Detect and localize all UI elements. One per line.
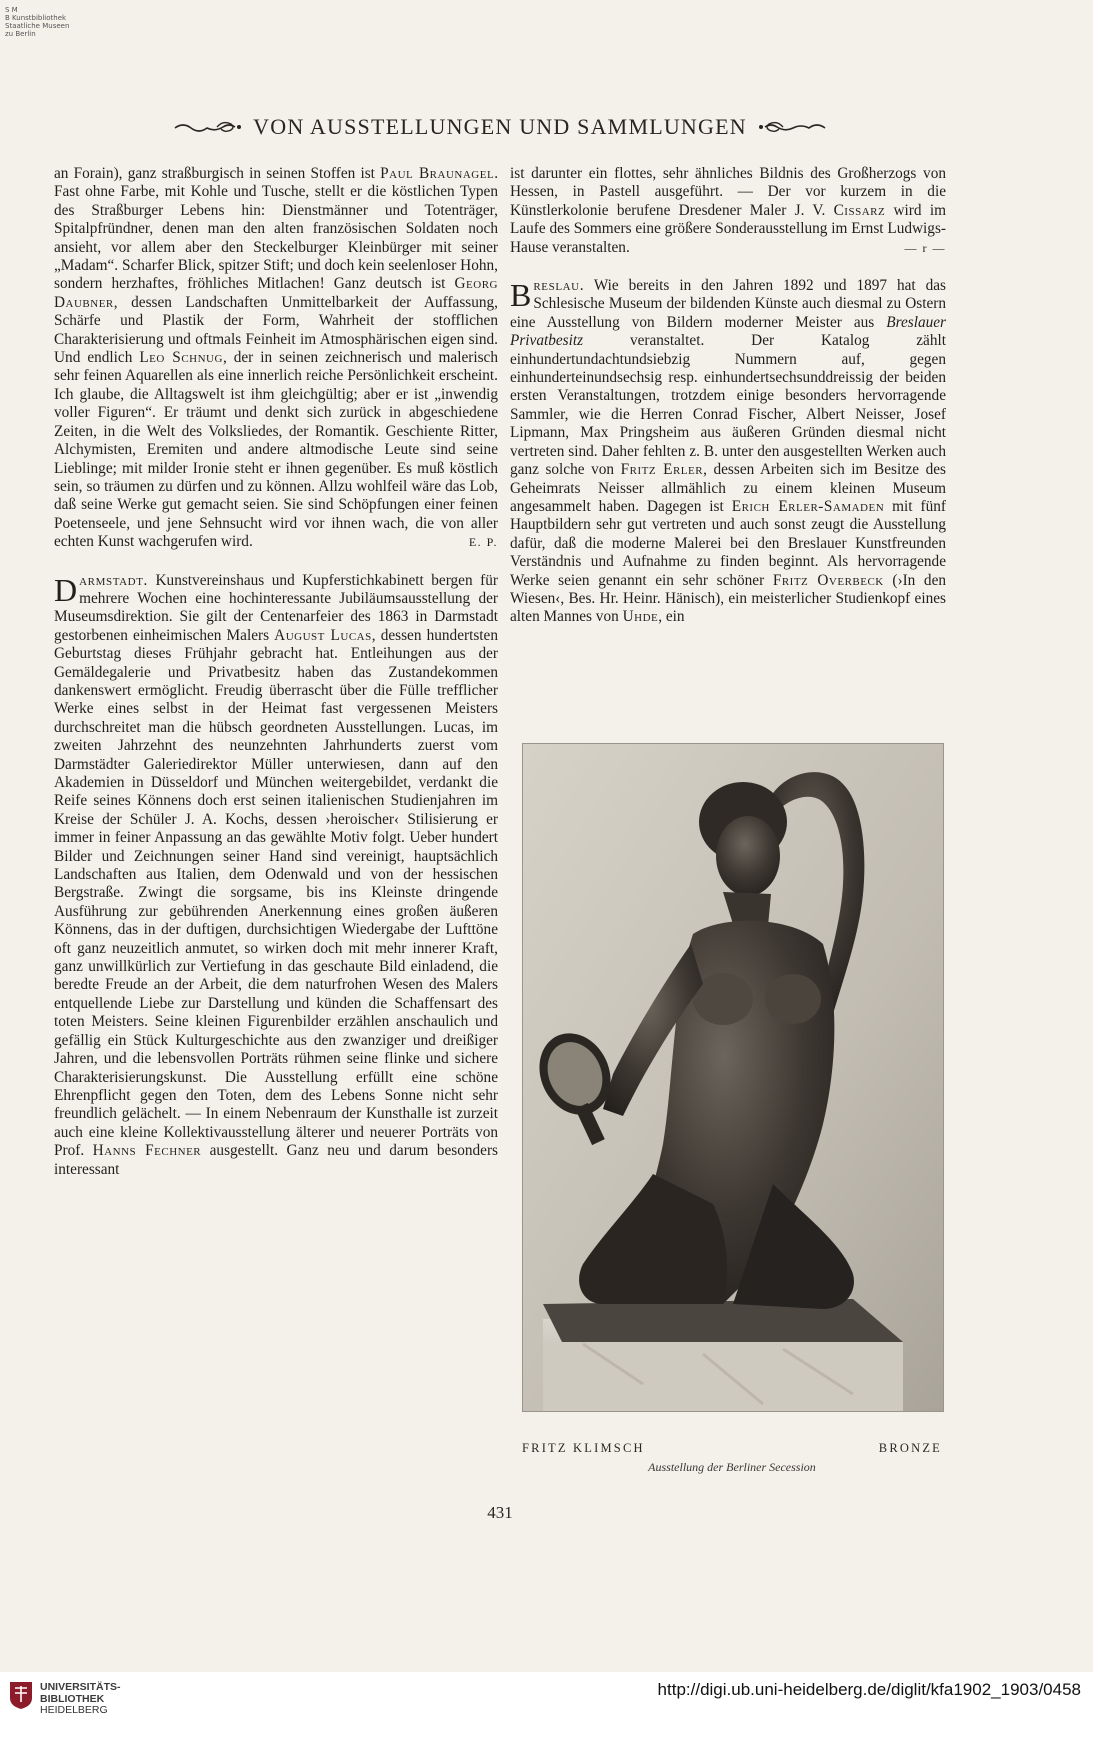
- right-ornament-icon: [757, 118, 827, 136]
- breslau-paragraph: Breslau. Wie bereits in den Jahren 1892 und 1897 hat das Schlesische Museum der bildenden Künste auch diesmal zu Ostern eine Ausstellung von Bildern moderner Meister aus Breslauer Privatbesitz veranstaltet. Der Katalog zählt einhundertundachtundsiebzig Nummern auf, gegen einhunderteinundsechsig resp. einhundertsechsunddreissig der beiden ersten Veranstaltungen, trotzdem einige besonders hervorragende Sammler, wie die Herren Conrad Fischer, Albert Neisser, Josef Lipmann, Max Pringsheim aus äußeren Gründen diesmal nicht vertreten sind. Daher fehlten z. B. unter den ausgestellten Werken auch ganz solche von Fritz Erler, dessen Arbeiten sich im Besitze des Geheimrats Neisser allmählich zu einem kleinen Museum angesammelt haben. Dagegen ist Erich Erler-Samaden mit fünf Hauptbildern sehr gut vertreten und auch sonst zeugt die Ausstellung dafür, daß die moderne Malerei bei den Breslauer Kunstfreunden Verständnis und Aufnahme zu finden beginnt. Als hervorragende Werke seien genannt ein sehr schöner Fritz Overbeck (›In den Wiesen‹, Bes. Hr. Heinr. Hänisch), ein meisterlicher Studienkopf eines alten Mannes von Uhde, ein: [510, 277, 947, 626]
- stamp-line: Staatliche Museen: [5, 22, 70, 30]
- figure-artist: FRITZ KLIMSCH: [522, 1441, 645, 1455]
- page-number: 431: [487, 1503, 513, 1522]
- artist-name: Leo Schnug: [139, 349, 223, 367]
- artist-name: Erich Erler-Samaden: [731, 497, 885, 515]
- artist-name: Fritz Erler: [620, 461, 704, 479]
- artist-name: Georg Daubner: [54, 275, 498, 311]
- artist-name: Cissarz: [833, 201, 886, 219]
- author-signature: — r —: [904, 240, 946, 255]
- artist-name: Paul Braunagel: [380, 165, 495, 182]
- artist-name: Hanns Fechner: [92, 1142, 202, 1160]
- drop-cap: D: [54, 571, 78, 608]
- bronze-figure-image: [523, 744, 943, 1411]
- stamp-line: S M: [5, 6, 18, 14]
- left-column: [54, 165, 498, 1179]
- stamp-line: B Kunstbibliothek: [5, 14, 67, 22]
- permalink-url[interactable]: http://digi.ub.uni-heidelberg.de/diglit/kfa1902_1903/0458: [657, 1680, 1081, 1699]
- left-ornament-icon: [173, 118, 243, 136]
- sculpture-photograph: [522, 743, 944, 1412]
- author-signature: E. P.: [468, 535, 498, 550]
- italic-title: Breslauer Privatbesitz: [510, 313, 946, 350]
- artist-name: August Lucas: [274, 626, 372, 644]
- digitization-footer: [0, 1672, 1093, 1750]
- section-lead: armstadt.: [79, 571, 148, 589]
- drop-cap: B: [510, 277, 532, 314]
- darmstadt-continued-paragraph: ist darunter ein flottes, sehr ähnliches Bildnis des Großherzogs von Hessen, in Pastell ausgeführt. — Der vor kurzem in die Künstlerkolonie berufene Dresdener Maler J. V. Cissarz wird im Laufe des Sommers eine größere Sonderausstellung im Ernst Ludwigs-Hause veranstalten. — r —: [510, 165, 946, 256]
- library-name: UNIVERSITÄTS- BIBLIOTHEK HEIDELBERG: [40, 1681, 121, 1716]
- figure-caption: [522, 1441, 942, 1475]
- artist-name: Uhde: [622, 608, 659, 626]
- darmstadt-paragraph: Darmstadt. Kunstvereinshaus und Kupferstichkabinett bergen für mehrere Wochen eine hochinteressante Jubiläumsausstellung der Museumsdirektion. Sie gilt der Centenarfeier des 1863 in Darmstadt gestorbenen einheimischen Malers August Lucas, dessen hundertsten Geburtstag dieses Frühjahr gebracht hat. Entleihungen aus der Gemäldegalerie und Privatbesitz haben das Zustandekommen dankenswert ermöglicht. Freudig überrascht über die Fülle trefflicher Werke eines selbst in der Heimat fast vergessenen Meisters durchschreitet man die hübsch geordneten Ausstellungen. Lucas, im zweiten Jahrzehnt des neunzehnten Jahrhunderts zuerst vom Darmstädter Galeriedirektor Müller unterwiesen, dann auf den Akademien in Düsseldorf und München weitergebildet, verdankt die Reife seines Könnens doch erst seinen italienischen Studienjahren im Kreise der Schüler J. A. Kochs, dessen ›heroischer‹ Stilisierung er immer in feiner Anpassung an das gewählte Motiv folgt. Ueber hundert Bilder und Zeichnungen seiner Hand sind vereinigt, hauptsächlich Landschaften aus Italien, dem Odenwald und von der hessischen Bergstraße. Zwingt die sorgsame, bis ins Kleinste dringende Ausführung zur gebührenden Anerkennung eines großen äußeren Könnens, das in der duftigen, durchsichtigen Wiedergabe der Lufttöne oft ganz neuzeitlich anmutet, so wirken doch mit mehr innerer Kraft, ganz unwillkürlich zur Vertiefung in das geschaute Bild einladend, die beredte Freude an der Arbeit, die dem naturfrohen Wesen des Malers entquellende Liebe zur Darstellung und künden die Schaffensart des toten Meisters. Seine kleinen Figurenbilder erzählen anschaulich und gefällig ein Stück Kulturgeschichte aus den zwanziger und dreißiger Jahren, und die lebensvollen Porträts rühmen seine flinke und sichere Charakterisierungskunst. Die Ausstellung erfüllt eine schöne Ehrenpflicht gegen den Toten, dem des Lebens Sonne nicht sehr freundlich gelächelt. — In einem Nebenraum der Kunsthalle ist zurzeit auch eine kleine Kollektivausstellung älterer und neuerer Porträts von Prof. Hanns Fechner ausgestellt. Ganz neu und darum besonders interessant: [54, 571, 499, 1178]
- figure-medium: BRONZE: [878, 1441, 942, 1455]
- strassburg-paragraph: an Forain), ganz straßburgisch in seinen Stoffen ist Paul Braunagel. Fast ohne Farbe, mit Kohle und Tusche, stellt er die köstlichen Typen des Straßburger Lebens hin: Dienstmänner und Totenträger, Spitalpfründner, denen man den alten französischen Soldaten noch ansieht, vor allem aber den Steckelburger Kleinbürger mit seiner „Madam“. Scharfer Blick, spitzer Stift; und doch kein seelenloser Hohn, sondern herzhaftes, fröhliches Mitlachen! Ganz deutsch ist Georg Daubner, dessen Landschaften Unmittelbarkeit der Auffassung, Schärfe und Plastik der Form, Wahrheit der stofflichen Charakterisierung und oftmals Feinheit im Atmosphärischen eigen sind. Und endlich Leo Schnug, der in seinen zeichnerisch und malerisch sehr feinen Aquarellen als eine innerlich reiche Persönlichkeit erscheint. Ich glaube, die Alltagswelt ist ihm gleichgültig; aber er ist „inwendig voller Figuren“. Er träumt und denkt sich zurück in abgeschiedene Zeiten, in die Welt des Volksliedes, der Romantik. Geschiente Ritter, Alchymisten, Eremiten und andere altmodische Leute sind seine Lieblinge; mit milder Ironie steht er ihnen gegenüber. Es muß köstlich sein, so träumen zu dürfen und zu können. Allzu wohlfeil wäre das Lob, daß seine Werke gut gemacht seien. Sie sind Schöpfungen einer feinen Poetenseele, und jene Sehnsucht wird vor ihnen wach, die von aller echten Kunst wachgerufen wird. E. P.: [54, 165, 499, 551]
- running-header: [140, 112, 860, 142]
- stamp-line: zu Berlin: [5, 30, 36, 38]
- right-column: [510, 165, 946, 627]
- figure-source: Ausstellung der Berliner Secession: [648, 1460, 816, 1474]
- page-header-title: VON AUSSTELLUNGEN UND SAMMLUNGEN: [253, 114, 747, 139]
- artist-name: Fritz Overbeck: [772, 571, 884, 589]
- library-stamp: [5, 6, 69, 38]
- university-seal-icon: [8, 1680, 34, 1710]
- section-lead: reslau.: [533, 277, 585, 295]
